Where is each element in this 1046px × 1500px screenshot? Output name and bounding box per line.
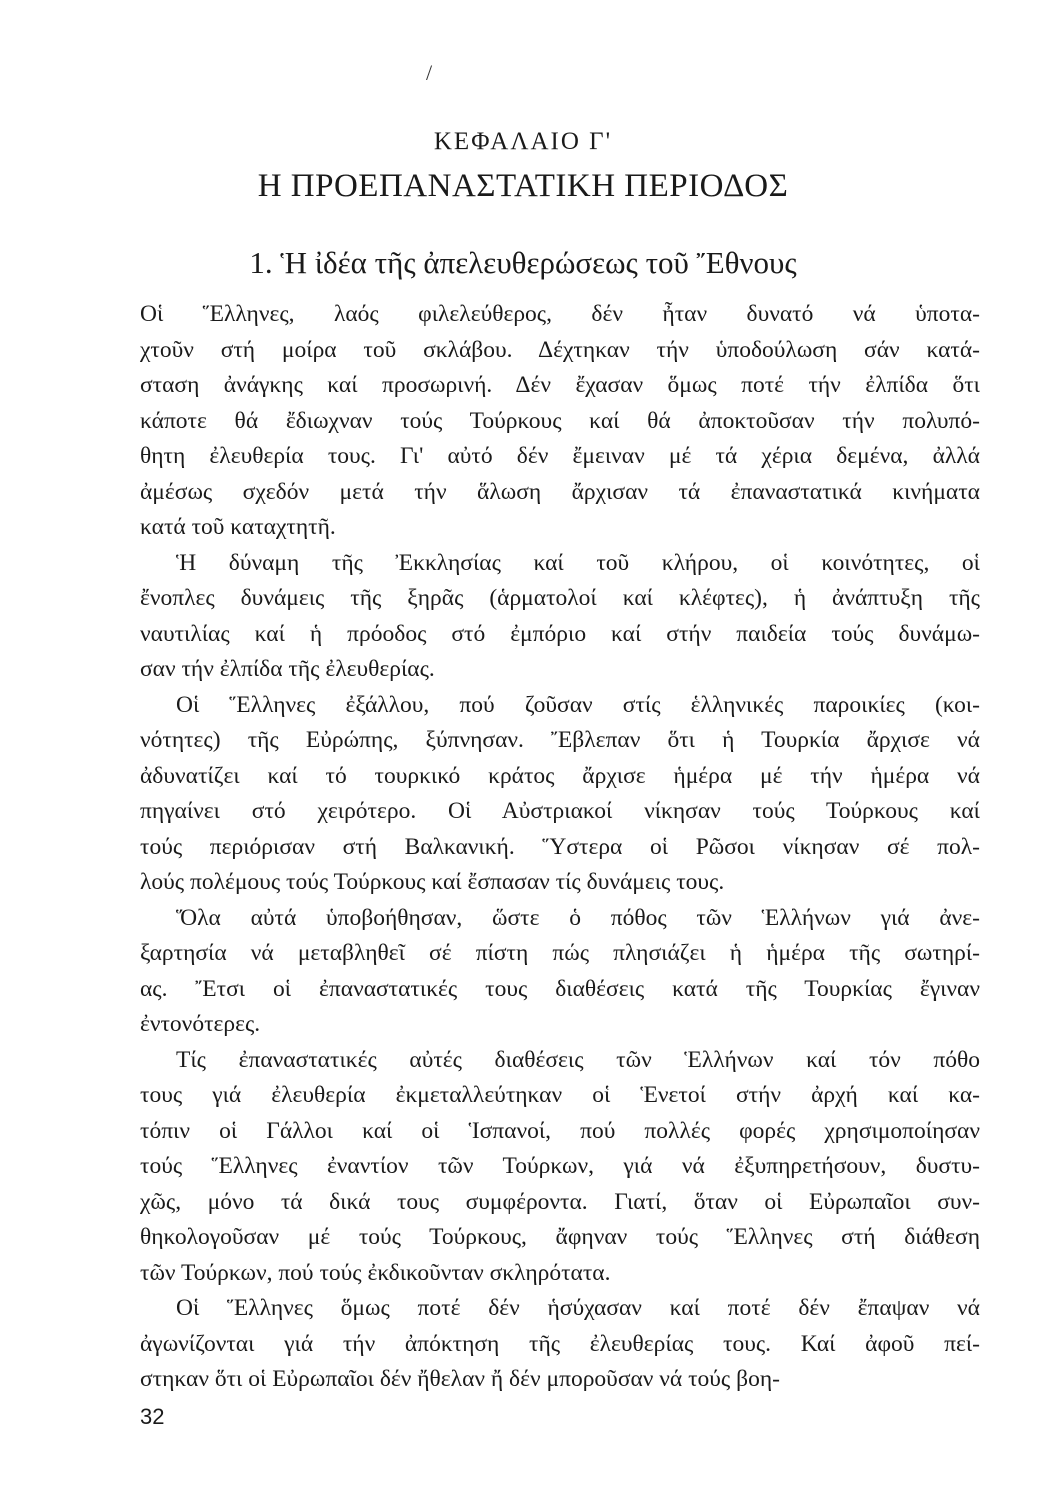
text-line: χτοῦν στή μοίρα τοῦ σκλάβου. Δέχτηκαν τήν ὑποδούλωση σάν κατά-: [140, 336, 980, 363]
page-number: 32: [140, 1404, 165, 1429]
body-text: [140, 297, 980, 1398]
text-line: νότητες) τῆς Εὐρώπης, ξύπνησαν. Ἔβλεπαν ὅτι ἡ Τουρκία ἄρχισε νά: [140, 727, 980, 753]
text-line: ἔνοπλες δυνάμεις τῆς ξηρᾶς (ἁρματολοί καί κλέφτες), ἡ ἀνάπτυξη τῆς: [140, 585, 980, 611]
text-line: ξαρτησία νά μεταβληθεῖ σέ πίστη πώς πλησιάζει ἡ ἡμέρα τῆς σωτηρί-: [140, 940, 980, 966]
text-line: ας. Ἔτσι οἱ ἐπαναστατικές τους διαθέσεις κατά τῆς Τουρκίας ἔγιναν: [140, 975, 980, 1002]
text-line: ναυτιλίας καί ἡ πρόοδος στό ἐμπόριο καί στήν παιδεία τούς δυνάμω-: [140, 620, 980, 647]
text-line: ἀμέσως σχεδόν μετά τήν ἅλωση ἄρχισαν τά ἐπαναστατικά κινήματα: [140, 478, 980, 505]
text-line: Ὅλα αὐτά ὑποβοήθησαν, ὥστε ὁ πόθος τῶν Ἑλλήνων γιά ἀνε-: [176, 904, 980, 931]
text-line: τους γιά ἐλευθερία ἐκμεταλλεύτηκαν οἱ Ἑνετοί στήν ἀρχή καί κα-: [140, 1082, 980, 1108]
text-line: κατά τοῦ καταχτητῆ.: [140, 514, 336, 540]
text-line: τῶν Τούρκων, πού τούς ἐκδικοῦνταν σκληρότατα.: [140, 1259, 611, 1286]
text-line: τούς περιόρισαν στή Βαλκανική. Ὕστερα οἱ Ρῶσοι νίκησαν σέ πολ-: [140, 833, 980, 860]
paragraph: [140, 546, 980, 688]
text-line: πηγαίνει στό χειρότερο. Οἱ Αὐστριακοί νίκησαν τούς Τούρκους καί: [140, 798, 980, 824]
paragraph: [140, 297, 980, 546]
chapter-heading: ΚΕΦΑΛΑΙΟ Γ': [433, 128, 613, 155]
text-line: κάποτε θά ἔδιωχναν τούς Τούρκους καί θά ἀποκτοῦσαν τήν πολυπό-: [140, 407, 980, 434]
text-line: λούς πολέμους τούς Τούρκους καί ἔσπασαν τίς δυνάμεις τους.: [140, 869, 725, 895]
paragraph: [140, 1291, 980, 1398]
text-line: Οἱ Ἕλληνες ἐξάλλου, πού ζοῦσαν στίς ἑλληνικές παροικίες (κοι-: [176, 691, 980, 718]
text-line: τόπιν οἱ Γάλλοι καί οἱ Ἱσπανοί, πού πολλές φορές χρησιμοποίησαν: [140, 1117, 980, 1144]
text-line: Ἡ δύναμη τῆς Ἐκκλησίας καί τοῦ κλήρου, οἱ κοινότητες, οἱ: [176, 549, 980, 576]
paragraph: [140, 1043, 980, 1292]
paragraph: [140, 901, 980, 1043]
text-line: Οἱ Ἕλληνες ὅμως ποτέ δέν ἡσύχασαν καί ποτέ δέν ἔπαψαν νά: [176, 1295, 980, 1321]
text-line: σταση ἀνάγκης καί προσωρινή. Δέν ἔχασαν ὅμως ποτέ τήν ἐλπίδα ὅτι: [140, 372, 980, 398]
text-line: ἀγωνίζονται γιά τήν ἀπόκτηση τῆς ἐλευθερίας τους. Καί ἀφοῦ πεί-: [140, 1330, 980, 1357]
text-line: τούς Ἕλληνες ἐναντίον τῶν Τούρκων, γιά νά ἐξυπηρετήσουν, δυστυ-: [140, 1153, 980, 1179]
chapter-title: Η ΠΡΟΕΠΑΝΑΣΤΑΤΙΚΗ ΠΕΡΙΟΔΟΣ: [257, 168, 789, 204]
stray-mark: /: [426, 60, 433, 85]
text-line: θηκολογοῦσαν μέ τούς Τούρκους, ἄφηναν τούς Ἕλληνες στή διάθεση: [140, 1224, 980, 1250]
text-line: χῶς, μόνο τά δικά τους συμφέροντα. Γιατί, ὅταν οἱ Εὐρωπαῖοι συν-: [140, 1188, 980, 1215]
text-line: Οἱ Ἕλληνες, λαός φιλελεύθερος, δέν ἦταν δυνατό νά ὑποτα-: [140, 301, 980, 327]
text-line: στηκαν ὅτι οἱ Εὐρωπαῖοι δέν ἤθελαν ἤ δέν μποροῦσαν νά τούς βοη-: [140, 1366, 780, 1392]
section-heading: 1. Ἡ ἰδέα τῆς ἀπελευθερώσεως τοῦ Ἔθνους: [249, 245, 797, 280]
text-line: θητη ἐλευθερία τους. Γι' αὐτό δέν ἔμειναν μέ τά χέρια δεμένα, ἀλλά: [140, 443, 980, 469]
text-line: Τίς ἐπαναστατικές αὐτές διαθέσεις τῶν Ἑλλήνων καί τόν πόθο: [176, 1046, 980, 1073]
text-line: ἀδυνατίζει καί τό τουρκικό κράτος ἄρχισε ἡμέρα μέ τήν ἡμέρα νά: [140, 762, 980, 789]
text-line: σαν τήν ἐλπίδα τῆς ἐλευθερίας.: [140, 656, 435, 682]
paragraph: [140, 688, 980, 901]
text-line: ἐντονότερες.: [140, 1011, 261, 1037]
